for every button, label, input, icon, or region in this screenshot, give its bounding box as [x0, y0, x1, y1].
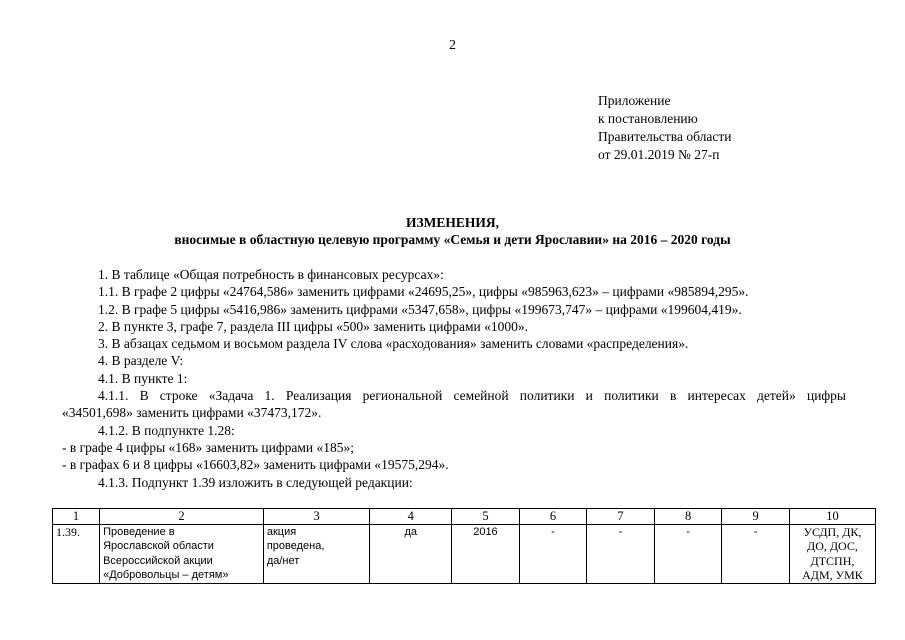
paragraph: 2. В пункте 3, графе 7, раздела III цифры «500» заменить цифрами «1000». — [98, 318, 528, 334]
list-item: - в графе 4 цифры «168» заменить цифрами «185»; — [62, 439, 354, 455]
page-number: 2 — [449, 38, 456, 53]
cell-line: Ярославской области — [103, 540, 214, 552]
cell-line: да/нет — [266, 554, 300, 567]
table-cell: да — [370, 524, 452, 583]
paragraph: 1. В таблице «Общая потребность в финансовых ресурсах»: — [98, 267, 444, 282]
table-header-cell: 9 — [722, 509, 790, 525]
document-title — [0, 214, 905, 248]
paragraph: 4. В разделе V: — [98, 353, 184, 369]
document-body — [62, 266, 846, 491]
table-header-row — [53, 509, 876, 525]
table-header-cell: 2 — [100, 509, 264, 525]
cell-line: «Добровольцы – детям» — [103, 569, 229, 581]
paragraph: 4.1.3. Подпункт 1.39 изложить в следующей редакции: — [98, 474, 413, 490]
table-header-cell: 5 — [452, 509, 520, 525]
table-cell: - — [722, 524, 790, 583]
paragraph: 3. В абзацах седьмом и восьмом раздела IV слова «расходования» заменить словами «распределения». — [98, 336, 689, 352]
paragraph: 4.1.2. В подпункте 1.28: — [98, 422, 235, 438]
title-line-2: вносимые в областную целевую программу «Семья и дети Ярославии» на 2016 – 2020 годы — [174, 232, 731, 247]
cell-line: проведена, — [266, 540, 325, 552]
indicator-cell — [263, 524, 369, 583]
cell-line: Всероссийской акции — [103, 554, 213, 567]
table-header-cell: 8 — [654, 509, 722, 525]
table-header-cell: 4 — [370, 509, 452, 525]
table-cell: - — [654, 524, 722, 583]
appendix-line: от 29.01.2019 № 27-п — [598, 147, 720, 162]
appendix-block — [598, 92, 731, 164]
table-header-cell: 3 — [263, 509, 369, 525]
program-table — [52, 508, 876, 584]
paragraph: 1.1. В графе 2 цифры «24764,586» заменить цифрами «24695,25», цифры «985963,623» – цифрами «985894,295». — [98, 284, 749, 300]
cell-line: АДМ, УМК — [802, 568, 863, 582]
cell-line: акция — [266, 525, 297, 538]
paragraph: 1.2. В графе 5 цифры «5416,986» заменить цифрами «5347,658», цифры «199673,747» – цифрами «199604,419». — [98, 301, 742, 317]
executor-cell — [789, 524, 875, 583]
list-item: - в графах 6 и 8 цифры «16603,82» заменить цифрами «19575,294». — [62, 457, 449, 473]
appendix-line: к постановлению — [598, 111, 698, 126]
title-line-1: ИЗМЕНЕНИЯ, — [405, 215, 499, 230]
table-cell: - — [519, 524, 587, 583]
event-name-cell — [100, 524, 264, 583]
appendix-line: Приложение — [598, 93, 671, 108]
cell-line: ДТСПН, — [810, 553, 855, 568]
paragraph: 4.1. В пункте 1: — [98, 370, 188, 386]
table-header-cell: 7 — [587, 509, 655, 525]
table-cell: - — [587, 524, 655, 583]
paragraph-continuation: «34501,698» заменить цифрами «37473,172». — [62, 405, 322, 421]
cell-line: Проведение в — [103, 525, 175, 538]
appendix-line: Правительства области — [598, 129, 732, 144]
table-cell: 2016 — [452, 524, 520, 583]
paragraph: 4.1.1. В строке «Задача 1. Реализация региональной семейной политики и политики в интересах детей» цифры — [98, 388, 846, 404]
table-header-cell: 10 — [789, 509, 875, 525]
item-number-cell: 1.39. — [53, 524, 100, 583]
table-header-cell: 1 — [53, 509, 100, 525]
table-row — [53, 524, 876, 583]
table-header-cell: 6 — [519, 509, 587, 525]
cell-line: УСДП, ДК, — [803, 524, 862, 539]
cell-line: ДО, ДОС, — [807, 539, 858, 553]
